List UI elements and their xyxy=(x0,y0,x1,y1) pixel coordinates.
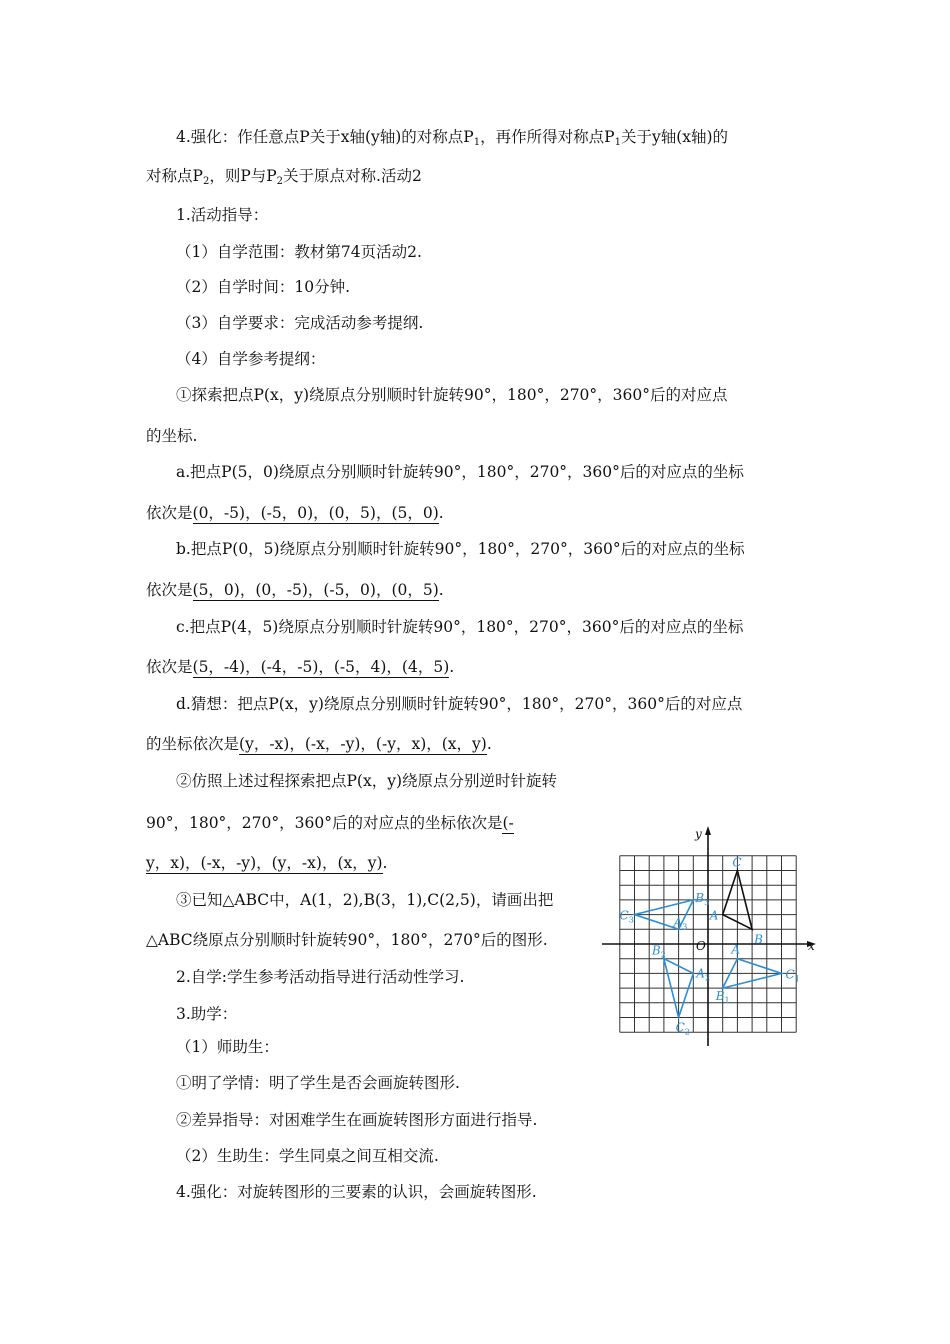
text-line: c.把点P(4，5)绕原点分别顺时针旋转90°，180°，270°，360°后的对应点的坐标 xyxy=(176,618,744,636)
answer-underline: (0，-5)，(-5，0)，(0，5)，(5，0) xyxy=(192,504,439,522)
point-label-c2: $C_2$ xyxy=(675,1020,690,1037)
coordinate-grid-diagram xyxy=(600,822,820,1050)
origin-label: O xyxy=(696,939,706,953)
y-axis-arrow xyxy=(705,826,711,835)
text-line: 依次是(0，-5)，(-5，0)，(0，5)，(5，0). xyxy=(146,504,444,522)
text-line: ①探索把点P(x，y)绕原点分别顺时针旋转90°，180°，270°，360°后的对应点 xyxy=(176,386,728,404)
answer-underline: (5，0)，(0，-5)，(-5，0)，(0，5) xyxy=(192,581,439,599)
text-line: 4.强化：作任意点P关于x轴(y轴)的对称点$P_1$，再作所得对称点$P_1$关于y轴(x轴)的 xyxy=(176,128,729,148)
text-line: b.把点P(0，5)绕原点分别顺时针旋转90°，180°，270°，360°后的对应点的坐标 xyxy=(176,540,745,558)
text-line: （2）自学时间：10分钟. xyxy=(176,278,351,296)
text-line: （1）师助生： xyxy=(176,1038,279,1056)
text-line: △ABC绕原点分别顺时针旋转90°，180°，270°后的图形. xyxy=(146,931,548,949)
text-line: 90°，180°，270°，360°后的对应点的坐标依次是(- xyxy=(146,814,514,832)
text-line: ②仿照上述过程探索把点P(x，y)绕原点分别逆时针旋转 xyxy=(176,772,558,790)
point-label-b3: $B_3$ xyxy=(695,890,710,907)
text-line: 2.自学:学生参考活动指导进行活动性学习. xyxy=(176,968,465,986)
text-line: 对称点$P_2$，则P与$P_2$关于原点对称.活动2 xyxy=(146,167,422,187)
point-label-c3: $C_3$ xyxy=(619,908,634,925)
text-line: （2）生助生：学生同桌之间互相交流. xyxy=(176,1147,439,1165)
text-line: y，x)，(-x，-y)，(y，-x)，(x，y). xyxy=(146,854,388,872)
text-line: 依次是(5，0)，(0，-5)，(-5，0)，(0，5). xyxy=(146,581,444,599)
y-axis-label: y xyxy=(695,827,702,841)
text-line: d.猜想：把点P(x，y)绕原点分别顺时针旋转90°，180°，270°，360°后的对应点 xyxy=(176,695,743,713)
rotation-figure xyxy=(600,822,820,1050)
answer-underline: y，x)，(-x，-y)，(y，-x)，(x，y) xyxy=(146,854,383,872)
text-line: 的坐标依次是(y，-x)，(-x，-y)，(-y，x)，(x，y). xyxy=(146,735,492,753)
text-line: 的坐标. xyxy=(146,427,198,445)
text-line: （4）自学参考提纲： xyxy=(176,350,326,368)
answer-underline: (y，-x)，(-x，-y)，(-y，x)，(x，y) xyxy=(239,735,487,753)
x-axis-label: x xyxy=(808,939,815,953)
text-line: a.把点P(5，0)绕原点分别顺时针旋转90°，180°，270°，360°后的对应点的坐标 xyxy=(176,463,744,481)
text-line: （3）自学要求：完成活动参考提纲. xyxy=(176,314,424,332)
text-line: 1.活动指导： xyxy=(176,206,269,224)
point-label-c: C xyxy=(732,855,742,870)
point-label-b: B xyxy=(754,932,763,947)
point-label-b1: $B_1$ xyxy=(715,989,730,1006)
text-line: ③已知△ABC中，A(1，2),B(3，1),C(2,5)，请画出把 xyxy=(176,891,554,909)
text-line: ②差异指导：对困难学生在画旋转图形方面进行指导. xyxy=(176,1111,538,1129)
answer-underline: (5，-4)，(-4，-5)，(-5，4)，(4，5) xyxy=(192,658,450,676)
point-label-c1: $C_1$ xyxy=(785,967,800,984)
point-label-a2: $A_2$ xyxy=(696,966,711,983)
text-line: （1）自学范围：教材第74页活动2. xyxy=(176,243,422,261)
answer-underline: (- xyxy=(502,814,514,832)
point-label-a: A xyxy=(709,908,719,923)
text-line: 依次是(5，-4)，(-4，-5)，(-5，4)，(4，5). xyxy=(146,658,455,676)
text-line: 3.助学： xyxy=(176,1005,238,1023)
point-label-b2: $B_2$ xyxy=(651,943,666,960)
text-line: 4.强化：对旋转图形的三要素的认识，会画旋转图形. xyxy=(176,1183,537,1201)
point-label-a3: $A_3$ xyxy=(673,915,688,932)
text-line: ①明了学情：明了学生是否会画旋转图形. xyxy=(176,1074,460,1092)
point-label-a1: A xyxy=(731,942,741,957)
